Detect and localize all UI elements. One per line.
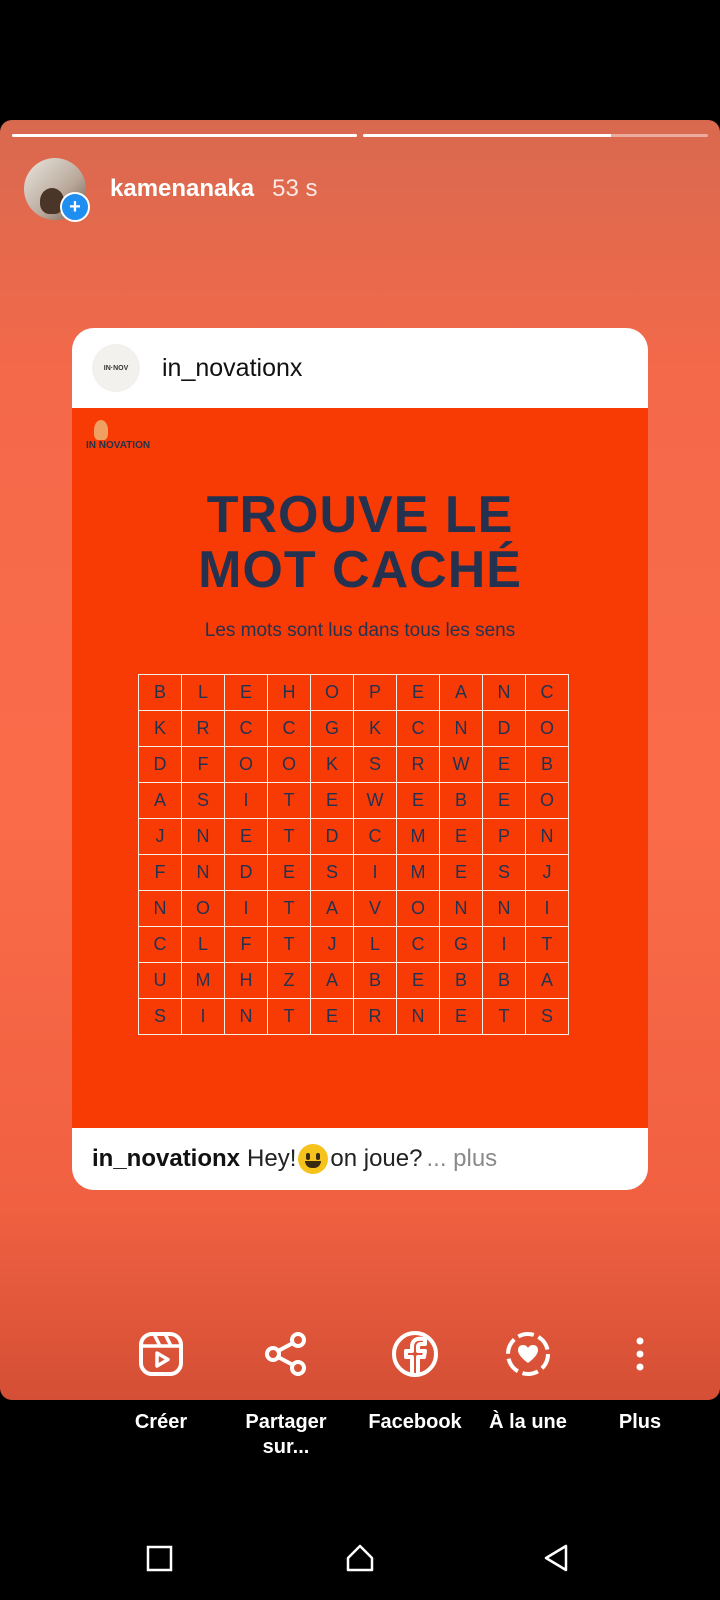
grid-cell: O — [526, 783, 569, 819]
avatar[interactable] — [24, 158, 86, 220]
grid-cell: E — [311, 783, 354, 819]
grid-cell: J — [139, 819, 182, 855]
grid-cell: C — [268, 711, 311, 747]
brand-logo: IN NOVATION — [86, 420, 150, 451]
grid-row — [139, 747, 569, 783]
grid-cell: S — [483, 855, 526, 891]
grid-cell: E — [440, 999, 483, 1035]
grid-cell: D — [225, 855, 268, 891]
grid-cell: S — [182, 783, 225, 819]
grid-cell: M — [182, 963, 225, 999]
grid-cell: M — [397, 855, 440, 891]
grid-cell: K — [354, 711, 397, 747]
reels-icon — [96, 1330, 226, 1378]
grid-cell: T — [483, 999, 526, 1035]
grid-row — [139, 855, 569, 891]
grid-cell: S — [311, 855, 354, 891]
grid-cell: D — [483, 711, 526, 747]
grid-cell: F — [225, 927, 268, 963]
grid-cell: S — [354, 747, 397, 783]
grid-cell: B — [483, 963, 526, 999]
grid-cell: B — [526, 747, 569, 783]
progress-segment-1 — [12, 134, 357, 137]
share-button[interactable]: Partager sur... — [221, 1330, 351, 1460]
grid-cell: N — [182, 855, 225, 891]
grid-cell: I — [483, 927, 526, 963]
poster-subtitle: Les mots sont lus dans tous les sens — [204, 620, 516, 641]
grid-cell: F — [139, 855, 182, 891]
caption-user[interactable]: in_novationx — [92, 1145, 241, 1172]
grid-row — [139, 675, 569, 711]
grid-cell: S — [526, 999, 569, 1035]
grid-cell: H — [268, 675, 311, 711]
grid-cell: B — [440, 963, 483, 999]
more-icon — [575, 1330, 705, 1378]
highlight-button[interactable]: À la une — [463, 1330, 593, 1435]
grid-cell: N — [440, 891, 483, 927]
grid-cell: G — [311, 711, 354, 747]
grid-cell: E — [440, 819, 483, 855]
grid-cell: E — [397, 675, 440, 711]
grid-cell: R — [397, 747, 440, 783]
grid-row — [139, 927, 569, 963]
grid-cell: G — [440, 927, 483, 963]
back-icon[interactable] — [542, 1542, 572, 1574]
grid-cell: S — [139, 999, 182, 1035]
grid-row — [139, 711, 569, 747]
grid-cell: U — [139, 963, 182, 999]
grid-cell: T — [268, 999, 311, 1035]
caption-more-link[interactable]: ... plus — [426, 1145, 498, 1172]
grid-cell: E — [225, 675, 268, 711]
story-progress — [12, 134, 708, 137]
grid-row — [139, 999, 569, 1035]
grid-cell: J — [311, 927, 354, 963]
grid-cell: O — [182, 891, 225, 927]
grid-cell: L — [182, 675, 225, 711]
grid-cell: I — [225, 783, 268, 819]
grid-cell: W — [440, 747, 483, 783]
share-icon — [221, 1330, 351, 1378]
grid-cell: N — [225, 999, 268, 1035]
grid-cell: E — [225, 819, 268, 855]
story-header — [24, 158, 317, 220]
grid-cell: B — [139, 675, 182, 711]
grid-cell: A — [311, 963, 354, 999]
grid-row — [139, 963, 569, 999]
grid-cell: A — [440, 675, 483, 711]
grid-cell: T — [268, 927, 311, 963]
grid-cell: C — [225, 711, 268, 747]
system-navbar — [0, 1510, 720, 1600]
highlight-icon — [463, 1330, 593, 1378]
grid-cell: O — [225, 747, 268, 783]
grid-cell: T — [526, 927, 569, 963]
grid-cell: C — [397, 927, 440, 963]
word-search-grid — [138, 674, 569, 1035]
grid-cell: C — [139, 927, 182, 963]
grid-cell: N — [440, 711, 483, 747]
post-avatar[interactable]: IN·NOV — [92, 344, 140, 392]
grid-cell: P — [483, 819, 526, 855]
story-time: 53 s — [272, 175, 318, 202]
grid-cell: J — [526, 855, 569, 891]
grid-cell: T — [268, 783, 311, 819]
grid-row — [139, 783, 569, 819]
grid-cell: B — [440, 783, 483, 819]
grid-cell: N — [483, 891, 526, 927]
grid-cell: I — [526, 891, 569, 927]
grid-cell: T — [268, 891, 311, 927]
grid-cell: D — [311, 819, 354, 855]
more-button[interactable]: Plus — [575, 1330, 705, 1435]
grid-cell: E — [483, 747, 526, 783]
story-username[interactable]: kamenanaka — [110, 175, 255, 202]
grid-cell: F — [182, 747, 225, 783]
grid-cell: R — [354, 999, 397, 1035]
grid-cell: Z — [268, 963, 311, 999]
grid-cell: E — [483, 783, 526, 819]
home-icon[interactable] — [345, 1542, 375, 1574]
grid-cell: N — [483, 675, 526, 711]
grid-cell: A — [526, 963, 569, 999]
grid-cell: E — [397, 783, 440, 819]
grid-cell: V — [354, 891, 397, 927]
grid-cell: A — [139, 783, 182, 819]
grid-cell: C — [526, 675, 569, 711]
grid-cell: D — [139, 747, 182, 783]
add-story-icon[interactable]: + — [60, 192, 90, 222]
grid-cell: N — [397, 999, 440, 1035]
post-image — [72, 408, 648, 1128]
post-header — [72, 328, 648, 408]
grid-cell: L — [354, 927, 397, 963]
post-caption[interactable]: in_novationx Hey! on joue? ... plus — [92, 1145, 498, 1172]
shared-post-card[interactable] — [72, 328, 648, 1190]
grid-cell: M — [397, 819, 440, 855]
grid-cell: K — [311, 747, 354, 783]
smiley-emoji-icon — [298, 1144, 328, 1174]
recent-apps-icon[interactable] — [145, 1542, 175, 1574]
grid-cell: E — [440, 855, 483, 891]
grid-cell: N — [139, 891, 182, 927]
grid-cell: C — [354, 819, 397, 855]
grid-cell: I — [225, 891, 268, 927]
grid-cell: E — [268, 855, 311, 891]
create-button[interactable]: Créer — [96, 1330, 226, 1435]
poster-title: TROUVE LE MOT CACHÉ — [198, 486, 522, 599]
facebook-icon — [350, 1330, 480, 1378]
grid-cell: T — [268, 819, 311, 855]
facebook-button[interactable]: Facebook — [350, 1330, 480, 1435]
grid-cell: A — [311, 891, 354, 927]
grid-cell: N — [526, 819, 569, 855]
grid-cell: B — [354, 963, 397, 999]
grid-cell: O — [311, 675, 354, 711]
grid-row — [139, 891, 569, 927]
grid-cell: E — [311, 999, 354, 1035]
grid-cell: P — [354, 675, 397, 711]
grid-cell: C — [397, 711, 440, 747]
grid-row — [139, 819, 569, 855]
grid-cell: O — [397, 891, 440, 927]
grid-cell: N — [182, 819, 225, 855]
grid-cell: H — [225, 963, 268, 999]
grid-cell: I — [182, 999, 225, 1035]
grid-cell: O — [268, 747, 311, 783]
grid-cell: O — [526, 711, 569, 747]
grid-cell: W — [354, 783, 397, 819]
grid-cell: K — [139, 711, 182, 747]
progress-segment-2 — [363, 134, 708, 137]
bulb-icon — [94, 420, 108, 440]
grid-cell: L — [182, 927, 225, 963]
grid-cell: R — [182, 711, 225, 747]
post-handle[interactable]: in_novationx — [162, 353, 303, 382]
grid-cell: E — [397, 963, 440, 999]
grid-cell: I — [354, 855, 397, 891]
